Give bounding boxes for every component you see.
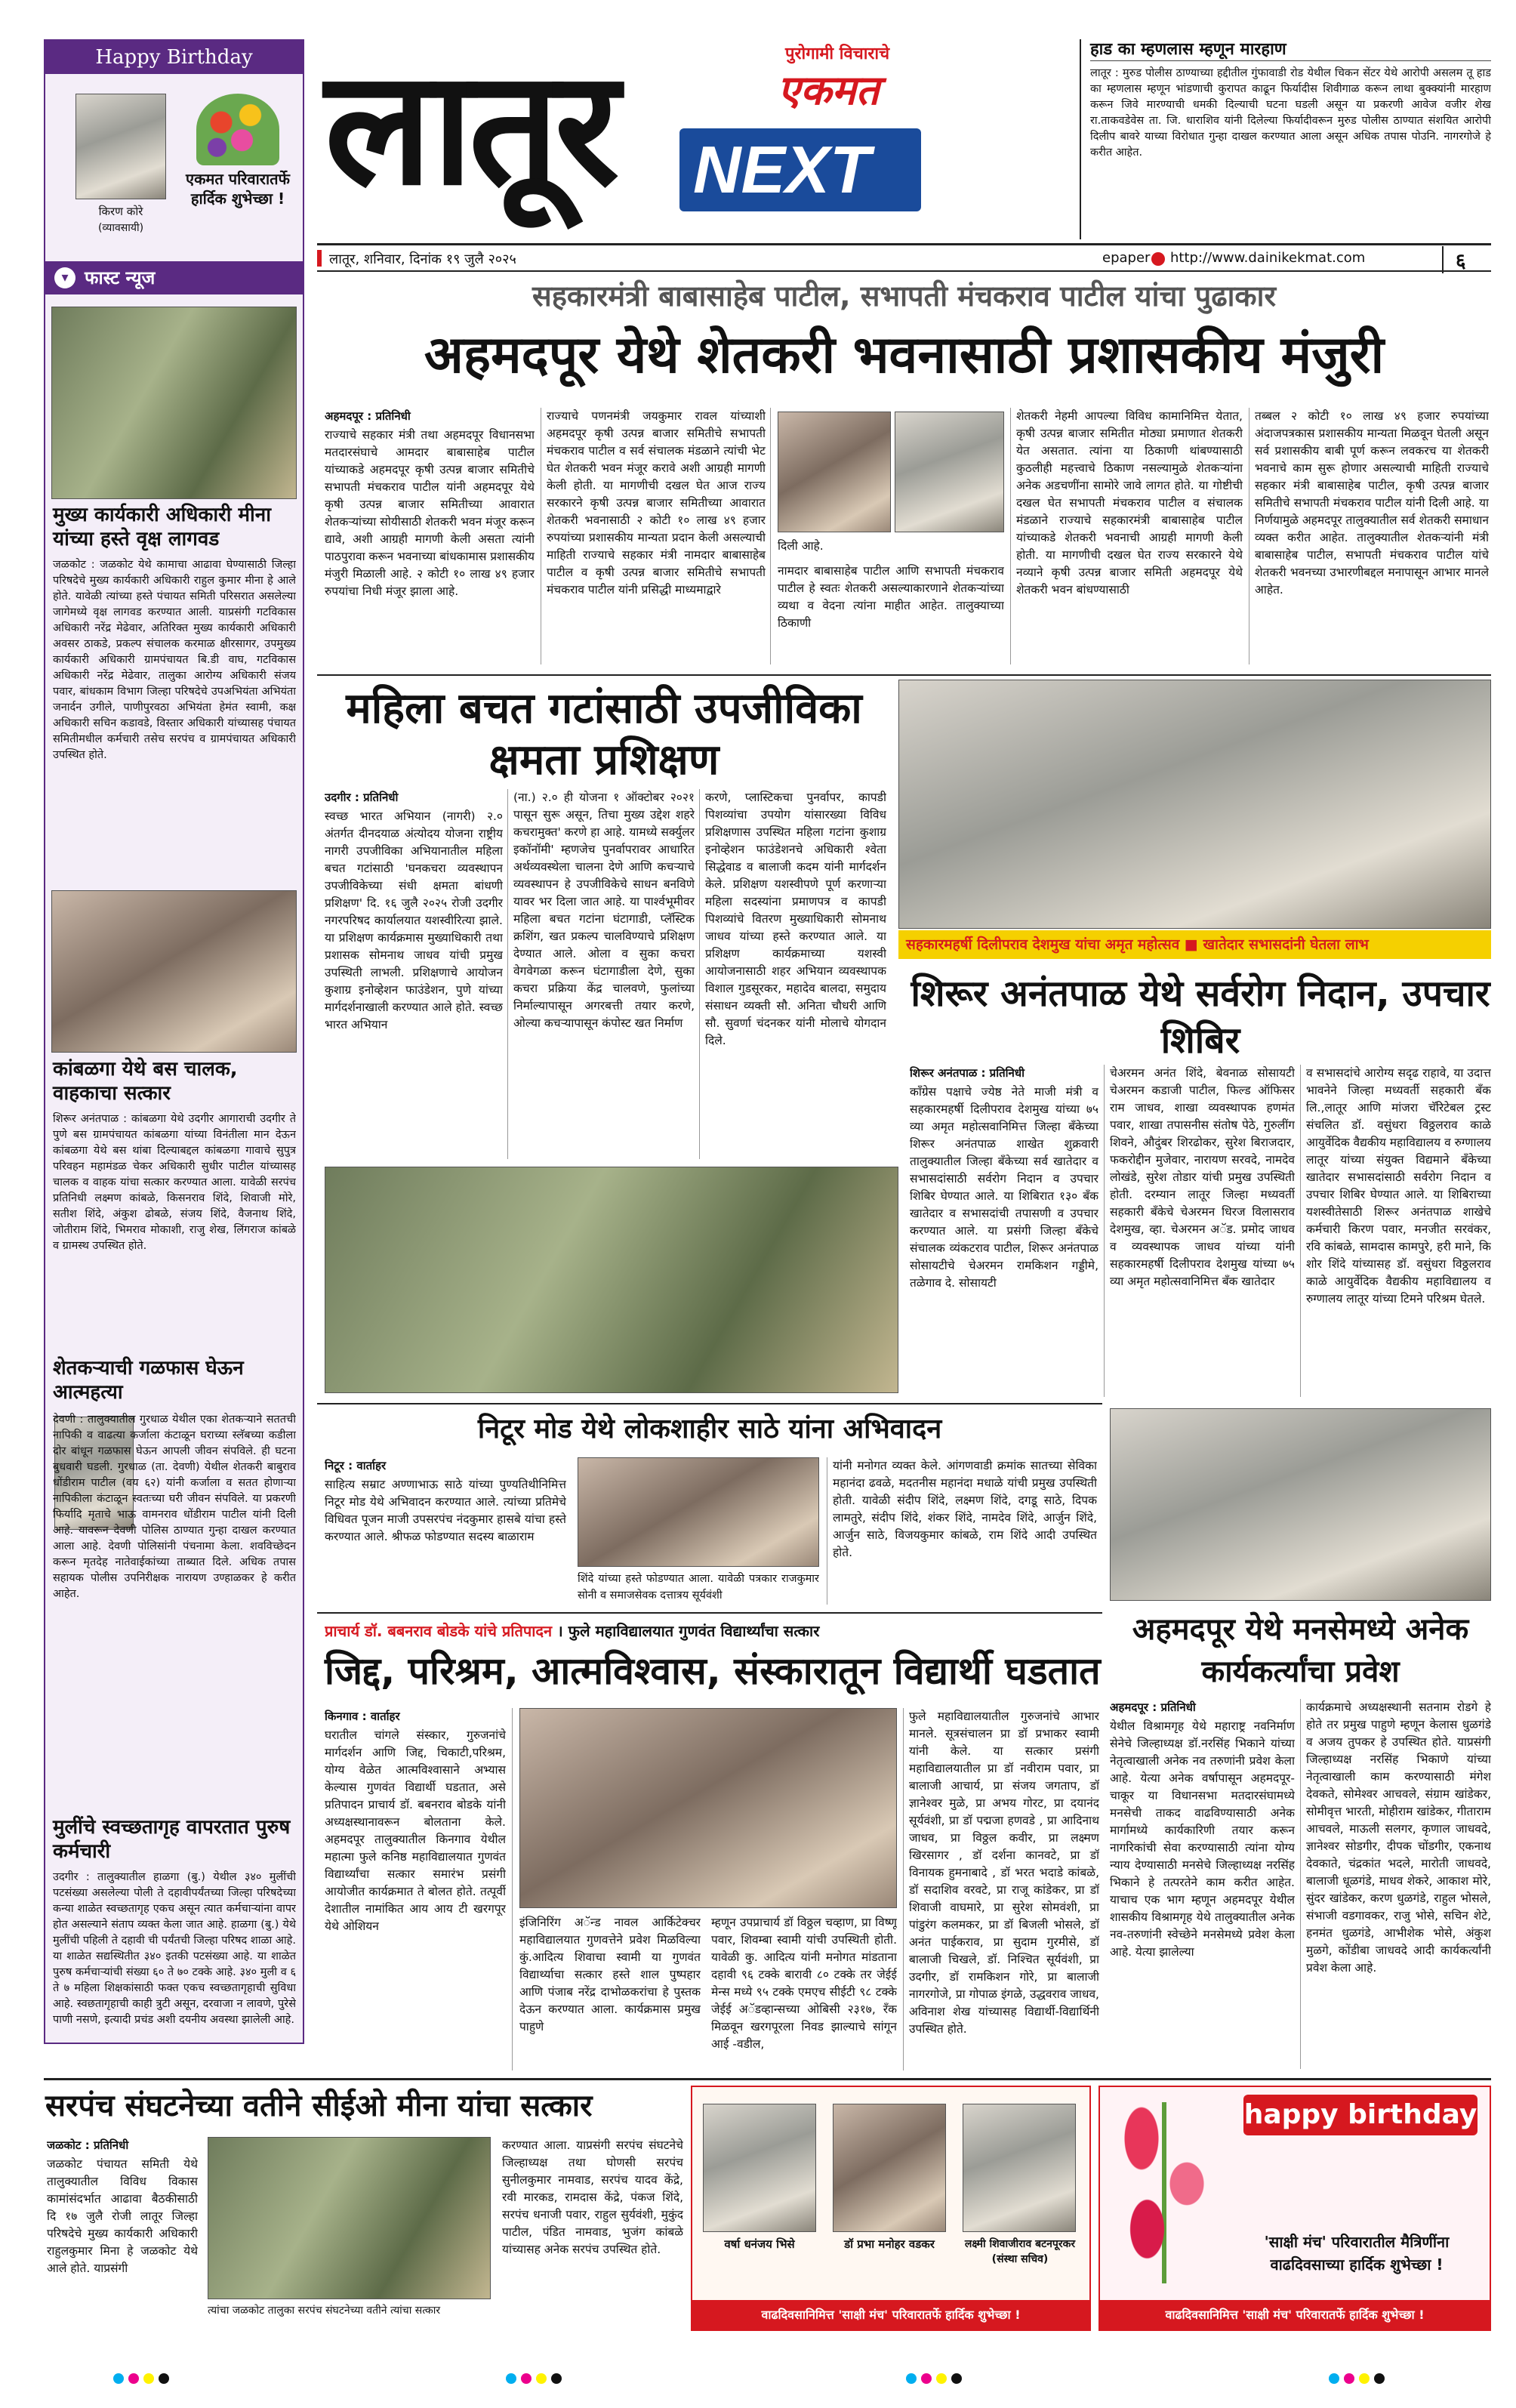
dateline: लातूर, शनिवार, दिनांक १९ जुलै २०२५ bbox=[329, 251, 516, 267]
fast-news-title: फास्ट न्यूज bbox=[85, 267, 156, 288]
birthday-title: Happy Birthday bbox=[95, 46, 253, 69]
lead-kicker: सहकारमंत्री बाबासाहेब पाटील, सभापती मंचकराव पाटील यांचा पुढाकार bbox=[532, 279, 1276, 313]
epaper-label: epaper bbox=[1102, 250, 1151, 266]
lead-photo-caption: दिली आहे. bbox=[778, 539, 824, 553]
sarpanch-photo bbox=[208, 2137, 491, 2299]
chevron-down-icon: ▾ bbox=[54, 267, 75, 288]
rule bbox=[903, 1708, 904, 2070]
color-dot-magenta bbox=[921, 2373, 932, 2384]
brand-ekmat: एकमत bbox=[778, 66, 880, 114]
section-divider bbox=[317, 1612, 1102, 1614]
red-marker bbox=[317, 250, 322, 267]
masthead bbox=[317, 35, 1072, 242]
lead-col-4: शेतकरी नेहमी आपल्या विविध कामानिमित्त येतात, कृषी उत्पन्न बाजार समितीत मोठ्या प्रमाणात शेतकरी येत असतात. त्यांना या ठिकाणी थांबण्यासाठी कुठलीही महत्त्वाचे ठिकाण नसल्यामुळे शेतकऱ्यांना अनेक अडचणींना सामोरे जावे लागत होते. या गोष्टीची दखल घेत सभापती मंचकराव पाटील व संचालक मंडळाने राज्याचे सहकारमंत्री बाबासाहेब पाटील यांच्याकडे शेतकरी भवनाची आग्रही मागणी केली होती. या मागणीची दखल घेत राज्य सरकारने येथे नव्याने कृषी उत्पन्न बाजार समिती अहमदपूर येथे शेतकरी भवन बांधण्यासाठी bbox=[1016, 409, 1243, 597]
news-photo-bus-felicitation bbox=[51, 890, 297, 1053]
shirur-col-2: चेअरमन अनंत शिंदे, बेवनाळ सोसायटी चेअरमन कडाजी पाटील, फिल्ड ऑफिसर राम जाधव, शाखा व्यवस्थापक हणमंत पवार, शाखा तपासनीस संतोष पेठे, गुरुलींग शिवने, औदुंबर शिरढोकर, सुरेश बिराजदार, फकरोद्दीन मुजेवार, नारायण सरवदे, नामदेव लोखंडे, सुरेश तोडार यांची प्रमुख उपस्थिती होती. दरम्यान लातूर जिल्हा मध्यवर्ती सहकारी बँकेचे चेअरमन धिरज विलासराव देशमुख, व्हा. चेअरमन अॅड. प्रमोद जाधव व व्यवस्थापक जाधव यांच्या यांनी सहकारमहर्षी दिलीपराव देशमुख यांच्या ७५ व्या अमृत महोत्सवानिमित्त बँक खातेदार bbox=[1110, 1066, 1295, 1288]
mns-col-1 bbox=[1110, 1699, 1295, 2069]
mns-byline: अहमदपूर : प्रतिनिधी bbox=[1110, 1700, 1196, 1714]
ad-person-name-3: लक्ष्मी शिवाजीराव बटनपूरकर (संस्था सचिव) bbox=[964, 2238, 1076, 2265]
ad2-title: happy birthday bbox=[1243, 2095, 1477, 2135]
banner-left: सहकारमहर्षी दिलीपराव देशमुख यांचा अमृत महोत्सव bbox=[906, 936, 1180, 953]
lead-byline: अहमदपूर : प्रतिनिधी bbox=[325, 409, 411, 423]
news-title: शेतकऱ्याची गळफास घेऊन आत्महत्या bbox=[53, 1357, 244, 1404]
budke-kicker-rest: फुले महाविद्यालयात गुणवंत विद्यार्थ्यांचा सत्कार bbox=[568, 1622, 820, 1640]
color-dot-cyan bbox=[506, 2373, 516, 2384]
sarpanch-byline: जळकोट : प्रतिनिधी bbox=[47, 2138, 129, 2152]
nitur-photo bbox=[578, 1457, 819, 1567]
sarpanch-headline: सरपंच संघटनेच्या वतीने सीईओ मीना यांचा सत्कार bbox=[45, 2089, 593, 2123]
news-photo-tree-planting bbox=[51, 307, 297, 499]
rule bbox=[770, 408, 771, 664]
tulip-decoration bbox=[1108, 2102, 1221, 2283]
color-dot-magenta bbox=[128, 2373, 139, 2384]
color-dot-yellow bbox=[1359, 2373, 1370, 2384]
birthday-person-name: किरण कोरे bbox=[98, 205, 143, 218]
rule bbox=[699, 789, 700, 1159]
mns-group-photo bbox=[1110, 1408, 1491, 1601]
birthday-person-photo bbox=[75, 94, 166, 199]
sarpanch-col1-text: जळकोट पंचायत समिती येथे तालुक्यातील विविध विकास कामांसंदर्भात आढावा बैठकीसाठी दि १७ जुलै रोजी लातूर जिल्हा परिषदेचे मुख्य कार्यकारी अधिकारी राहुलकुमार मिना हे जळकोट येथे आले होते. याप्रसंगी bbox=[47, 2157, 198, 2275]
shirur-byline: शिरूर अनंतपाळ : प्रतिनिधी bbox=[910, 1066, 1025, 1080]
color-dot-magenta bbox=[521, 2373, 532, 2384]
rule bbox=[507, 789, 508, 1159]
nitur-headline: निटूर मोड येथे लोकशाहीर साठे यांना अभिवादन bbox=[477, 1414, 942, 1444]
shirur-col-3: व सभासदांचे आरोग्य सदृढ राहावे, या उदात्त भावनेने जिल्हा मध्यवर्ती सहकारी बँक लि.,लातूर आणि मांजरा चॅरिटेबल ट्रस्ट संचलित डॉ. वसुंधरा विठ्ठलराव काळे आयुर्वेदिक वैद्यकीय महाविद्यालय व रुग्णालय लातूर यांच्या संयुक्त विद्यमाने बँकेच्या खातेदार सभासदांसाठी सर्वरोग निदान व उपचार शिबिर घेण्यात आले. या शिबिराच्या यशस्वीतेसाठी शिरूर अनंतपाळ शाखेचे कर्मचारी किरण पवार, मनजीत सरवंकर, रवि कांबळे, सामदास कामपुरे, हरी माने, कि शोर शिंदे यांच्यासह डॉ. वसुंधरा विठ्ठलराव काळे आयुर्वेदिक वैद्यकीय महाविद्यालय व रुग्णालय लातूर यांच्या टिमने परिश्रम घेतले. bbox=[1306, 1066, 1491, 1306]
lead-col-2: राज्याचे पणनमंत्री जयकुमार रावल यांच्याशी अहमदपूर कृषी उत्पन्न बाजार समितीचे सभापती मंचकराव पाटील व सर्व संचालक मंडळाने त्यांची भेट घेत शेतकरी भवन मंजूर करावे अशी आग्रही मागणी केली होती. या मागणीची दखल घेत आज राज्य सरकारने कृषी उत्पन्न बाजार समितीच्या आवारात शेतकरी भवनासाठी २ कोटी १० लाख ४९ हजार रुपयांच्या प्रशासकीय मान्यता प्रदान केली असल्याची माहिती राज्याचे सहकार मंत्री नामदार बाबासाहेब पाटील व कृषी उत्पन्न बाजार समितीचे सभापती मंचकराव पाटील यांनी प्रसिद्धी माध्यमाद्वारे bbox=[547, 409, 766, 597]
budke-col-1 bbox=[325, 1708, 506, 2070]
sarpanch-photo-caption: त्यांचा जळकोट तालुका सरपंच संघटनेच्या वतीने त्यांचा सत्कार bbox=[208, 2305, 441, 2317]
color-dot-black bbox=[1374, 2373, 1385, 2384]
color-dot-cyan bbox=[113, 2373, 124, 2384]
lead-col-3: नामदार बाबासाहेब पाटील आणि सभापती मंचकराव पाटील हे स्वतः शेतकरी असल्याकारणाने शेतकऱ्यांच्या व्यथा व वेदना त्यांना माहीत आहेत. तालुक्याच्या ठिकाणी bbox=[778, 564, 1004, 630]
nitur-col-3: यांनी मनोगत व्यक्त केले. आंगणवाडी क्रमांक सातच्या सेविका महानंदा ढवळे, मदतनीस महानंदा मधाळे यांची प्रमुख उपस्थिती होती. यावेळी संदीप शिंदे, लक्ष्मण शिंदे, दगडू साठे, दिपक लामतुरे, संदीप शिंदे, शंकर शिंदे, नामदेव शिंदे, आर्जुन शिंदे, आर्जुन साठे, विजयकुमार कांबळे, राम शिंदे आदी उपस्थित होते. bbox=[833, 1459, 1097, 1559]
sarpanch-col-1 bbox=[47, 2137, 198, 2333]
budke-kicker-sep: । bbox=[557, 1622, 568, 1640]
ad-person-name-1: वर्षा धनंजय भिसे bbox=[724, 2237, 795, 2251]
lead-headline: अहमदपूर येथे शेतकरी भवनासाठी प्रशासकीय मंजुरी bbox=[424, 325, 1385, 385]
news-title: मुलींचे स्वच्छतागृह वापरतात पुरुष कर्मचारी bbox=[53, 1816, 291, 1863]
birthday-ad-1 bbox=[691, 2086, 1091, 2331]
mns-col-2: कार्यक्रमाचे अध्यक्षस्थानी सतनाम रोडगे हे होते तर प्रमुख पाहुणे म्हणून केलास धुळगंडे व अजय तुपकर हे उपस्थित होते. याप्रसंगी जिल्हाध्यक्ष नरसिंह भिकाणे यांच्या नेतृत्वाखाली काम करण्यासाठी मंगेश देवकते, सोमेश्वर आचवले, संग्राम खांडेकर, सोमीवृत्त भारती, मोहीराम खांडेकर, गीताराम आचवले, माऊली सलगर, कृणाल जाधवदे, ज्ञानेश्वर सोडगीर, दीपक चोंडगीर, एकनाथ देवकाते, चंद्रकांत भदले, मारोती जाधवदे, बालाजी धूळगंडे, माधव शेकरे, आकाश मोरे, सुंदर खांडेकर, करण धुळगंडे, राहुल भोसले, संभाजी वडगावकर, राजु भोसे, सचिन शेटे, हनमंत धुळगंडे, आभीशेक भोसे, अंकुश मुळगे, कोंडीबा जाधवदे आदी कार्यकर्त्यांनी प्रवेश केला आहे. bbox=[1306, 1700, 1491, 1975]
sarpanch-col-2: करण्यात आला. याप्रसंगी सरपंच संघटनेचे जिल्हाध्यक्ष तथा घोणसी सरपंच सुनीलकुमार नामवाड, सरपंच यादव केंद्रे, रवी मारकड, रामदास केंद्रे, पंकज शिंदे, सरपंच धनाजी पवार, राहुल सुर्यवंशी, मुकुंद पाटील, पंडित नामवाड, भुजंग कांबळे यांच्यासह अनेक सरपंच उपस्थित होते. bbox=[502, 2138, 683, 2256]
rule bbox=[1010, 408, 1011, 664]
rule bbox=[1104, 1065, 1105, 1397]
news-title: मुख्य कार्यकारी अधिकारी मीना यांच्या हस्ते वृक्ष लागवड bbox=[53, 504, 271, 550]
color-dot-yellow bbox=[143, 2373, 154, 2384]
budke-byline: किनगाव : वार्ताहर bbox=[325, 1710, 400, 1723]
mahila-col-2: (ना.) २.० ही योजना १ ऑक्टोबर २०२१ पासून सुरू असून, तिचा मुख्य उद्देश शहरे कचरामुक्त' करणे हा आहे. यामध्ये सर्क्युलर इकॉनॉमी' म्हणजेच पुनर्वापरावर आधारित अर्थव्यवस्थेला चालना देणे आणि कचऱ्याचे व्यवस्थापन हे उपजीविकेचे साधन बनविणे यावर भर दिला जात आहे. या पार्श्वभूमीवर महिला बचत गटांना घंटागाडी, प्लॅस्टिक क्रशिंग, खत प्रकल्प चालविण्याचे प्रशिक्षण देण्यात आले. ओला व सुका कचरा वेगवेगळा करून घंटागाडीला देणे, सुका कचरा प्रक्रिया केंद्र चालवणे, फुलांच्या निर्माल्यापासून अगरबत्ती तयार करणे, ओल्या कचऱ्यापासून कंपोस्ट खत निर्माण bbox=[513, 791, 695, 1030]
budke-col1-text: घरातील चांगले संस्कार, गुरुजनांचे मार्गदर्शन आणि जिद्द, चिकाटी,परिश्रम, योग्य वेळेत आत्मविश्वासाने अभ्यास केल्यास गुणवंत विद्यार्थी घडतात, असे प्रतिपादन प्राचार्य डॉ. बबनराव बोडके यांनी अध्यक्षस्थानावरून बोलताना केले. अहमदपूर तालुक्यातील किनगाव येथील महात्मा फुले कनिष्ठ महाविद्यालयात गुणवंत विद्यार्थ्यांचा सत्कार समारंभ प्रसंगी आयोजीत कार्यक्रमात ते बोलत होते. तत्पूर्वी देशातील नामांकित आय आय टी खरगपूर येथे ओशियन bbox=[325, 1728, 506, 1933]
nitur-col-2: शिंदे यांच्या हस्ते फोडण्यात आला. यावेळी पत्रकार राजकुमार सोनी व समाजसेवक दत्तात्रय सूर्यवंशी bbox=[578, 1573, 819, 1602]
section-divider bbox=[44, 2078, 1491, 2080]
top-news-title: हाड का म्हणलास म्हणून मारहाण bbox=[1090, 39, 1491, 61]
rule bbox=[512, 1708, 513, 2070]
color-dot-cyan bbox=[1329, 2373, 1339, 2384]
news-text: देवणी : तालुक्यातील गुरधाळ येथील एका शेतकऱ्याने सततची नापिकी व वाढत्या कर्जाला कंटाळून घराच्या स्लॅबच्या कडीला दोर बांधून गळफास घेऊन आपली जीवन संपविले. ही घटना बुधवारी घडली. गुरधाळ (ता. देवणी) येथील शेतकरी बाबुराव धोंडीराम पाटील (वय ६२) यांनी कर्जाला व सतत होणाऱ्या नापिकीला कंटाळून स्वतःच्या घरी जीवन संपविले. या प्रकरणी फिर्यादि मृताचे भाऊ वामनराव धोंडीराम पाटील यांनी दिली आहे. यावरून देवणी पोलिस ठाण्यात गुन्हा दाखल करण्यात आला आहे. देवणी पोलिसांनी पंचनामा केला. शवविच्छेदन करून मृतदेह नातेवाईकांच्या ताब्यात दिले. अधिक तपास सहायक पोलीस उपनिरीक्षक नारायण उण्हाळकर हे करीत आहेत. bbox=[53, 1414, 296, 1600]
shirur-headline: शिरूर अनंतपाळ येथे सर्वरोग निदान, उपचार शिबिर bbox=[911, 973, 1490, 1062]
nitur-col1-text: साहित्य सम्राट अण्णाभाऊ साठे यांच्या पुण्यतिथीनिमित्त निटूर मोड येथे अभिवादन करण्यात आले. त्यांच्या प्रतिमेचे विधिवत पूजन माजी उपसरपंच नंदकुमार हासबे यांचा हस्ते करण्यात आले. श्रीफळ फोडण्यात सदस्य बाळाराम bbox=[325, 1478, 566, 1543]
health-camp-photo bbox=[898, 680, 1491, 929]
epaper-url[interactable]: http://www.dainikekmat.com bbox=[1170, 250, 1366, 266]
lead-col-1 bbox=[325, 408, 535, 672]
section-divider bbox=[317, 674, 1491, 676]
flower-bouquet bbox=[196, 94, 279, 165]
color-dot-magenta bbox=[1344, 2373, 1354, 2384]
registration-marks bbox=[0, 2367, 1516, 2390]
budke-col-2: इंजिनिरिंग अॅन्ड नावल आर्किटेक्चर महाविद्यालयात गुणवत्तेने प्रवेश मिळविल्या कुं.आदित्य शिवाचा स्वामी या गुणवंत विद्यार्थ्याचा सत्कार हस्ते शाल पुष्पहार आणि पंजाब नरेंद्र दाभोळकरांचा हे पुस्तक देऊन करण्यात आला. कार्यक्रमास प्रमुख पाहुणे bbox=[519, 1916, 701, 2033]
lead-photo-chairman bbox=[895, 412, 1004, 532]
next-text: NEXT bbox=[693, 132, 870, 207]
birthday-ad-2 bbox=[1098, 2086, 1491, 2331]
mahila-col1-text: स्वच्छ भारत अभियान (नागरी) २.० अंतर्गत दीनदयाळ अंत्योदय योजना राष्ट्रीय नागरी उपजीविका अभियानातील महिला बचत गटांसाठी 'घनकचरा व्यवस्थापन उपजीविकेच्या संधी क्षमता बांधणी प्रशिक्षण' दि. १६ जुलै २०२५ रोजी उदगीर नगरपरिषद कार्यालयात यशस्वीरित्या झाले. या प्रशिक्षण कार्यक्रमास मुख्याधिकारी तथा प्रशासक सोमनाथ जाधव यांची प्रमुख उपस्थिती लाभली. प्रशिक्षणाचे आयोजन कुशाग्र इनोव्हेशन फाउंडेशन, पुणे यांच्या मार्गदर्शनाखाली करण्यात आले होते. स्वच्छ भारत अभियान bbox=[325, 809, 503, 1031]
shirur-col1-text: काँग्रेस पक्षाचे ज्येष्ठ नेते माजी मंत्री व सहकारमहर्षी दिलीपराव देशमुख यांच्या ७५ व्या अमृत महोत्सवानिमित्त जिल्हा बँकेच्या शिरूर अनंतपाळ शाखेत शुक्रवारी तालुक्यातील जिल्हा बँकेच्या सर्व खातेदार व सभासदांसाठी सर्वरोग निदान व उपचार शिबिर घेण्यात आले. या शिबिरात १३० बँक खातेदार व सभासदांची तपासणी व उपचार करण्यात आले. या प्रसंगी जिल्हा बँकेचे संचालक व्यंकटराव पाटील, शिरूर अनंतपाळ सोसायटीचे चेअरमन रामकिशन गड्डीमे, तळेगाव दे. सोसायटी bbox=[910, 1085, 1098, 1290]
rule bbox=[1300, 1065, 1301, 1397]
sidebar bbox=[44, 39, 304, 2044]
logo-next bbox=[679, 128, 921, 211]
ad2-text: 'साक्षी मंच' परिवारातील मैत्रिणींना वाढदिवसाच्या हार्दिक शुभेच्छा ! bbox=[1264, 2233, 1450, 2274]
tagline: पुरोगामी विचाराचे bbox=[785, 45, 890, 63]
news-text: शिरूर अनंतपाळ : कांबळगा येथे उदगीर आगाराची उदगीर ते पुणे बस ग्रामपंचायत कांबळगा यांच्या विनंतीला मान देऊन कांबळगा येथे बस थांबा दिल्याबद्दल कांबळगा गावाचे सुपुत्र परिवहन महामंडळ चेकर अधिकारी सुधीर पाटील यांच्यासह चालक व वाहक यांचा सत्कार करण्यात आला. यावेळी सरपंच प्रतिनिधी लक्ष्मण कांबळे, किसनराव शिंदे, शिवाजी मोरे, सतीश शिंदे, अंकुश ढोबळे, संजय शिंदे, वैजनाथ शिंदे, जोतीराम शिंदे, भिमराव मोकाशी, राजु शेख, लिंगराज कांबळे व ग्रामस्थ उपस्थित होते. bbox=[53, 1113, 296, 1252]
globe-icon bbox=[1151, 252, 1165, 266]
news-text: जळकोट : जळकोट येथे कामाचा आढावा घेण्यासाठी जिल्हा परिषदेचे मुख्य कार्यकारी अधिकारी राहुल कुमार मीना हे आले होते. यावेळी त्यांच्या हस्ते पंचायत समिती परिसरात असलेल्या जागेमध्ये वृक्ष लागवड करण्यात आली. याप्रसंगी गटविकास अधिकारी नरेंद्र मेढेवार, अतिरिक्त मुख्य कार्यकारी अधिकारी अवसर ठाकडे, प्रकल्प संचालक करमाळ क्षीरसागर, उपमुख्य कार्यकारी अधिकारी ग्रामपंचायत बि.डी वाघ, गटविकास अधिकारी नरेंद्र मेढेवार, तालुका आरोग्य अधिकारी संजय पवार, बांधकाम विभाग जिल्हा परिषदेचे उपअभियंता अभियंता जनार्दन उगीले, पाणीपुरवठा अभियंता हेमंत स्वामी, कक्ष अधिकारी सचिन कडावडे, विस्तार अधिकारी यांच्यासह पंचायत समितीमधील कर्मचारी तसेच सरपंच व ग्रामपंचायत अधिकारी उपस्थित होते. bbox=[53, 559, 296, 761]
budke-kicker bbox=[325, 1620, 1102, 1642]
lead-photo-minister bbox=[778, 412, 891, 532]
ad-person-photo-1 bbox=[703, 2104, 816, 2232]
banner-right: खातेदार सभासदांनी घेतला लाभ bbox=[1203, 936, 1369, 953]
color-dot-black bbox=[159, 2373, 169, 2384]
logo-latur: लातूर bbox=[325, 35, 615, 220]
ad-footer-2: वाढदिवसानिमित्त 'साक्षी मंच' परिवारातर्फे हार्दिक शुभेच्छा ! bbox=[1100, 2300, 1490, 2329]
news-title: कांबळगा येथे बस चालक, वाहकाचा सत्कार bbox=[53, 1058, 238, 1105]
top-news bbox=[1080, 39, 1491, 239]
mahila-col-1 bbox=[325, 789, 503, 1159]
ad-person-name-2: डॉ प्रभा मनोहर वडकर bbox=[844, 2237, 935, 2251]
ad-footer-1: वाढदिवसानिमित्त 'साक्षी मंच' परिवारातर्फे हार्दिक शुभेच्छा ! bbox=[692, 2300, 1089, 2329]
color-dot-black bbox=[551, 2373, 562, 2384]
bullet-icon: ■ bbox=[1184, 936, 1203, 953]
section-divider bbox=[317, 1403, 1102, 1404]
nitur-byline: निटूर : वार्ताहर bbox=[325, 1459, 387, 1472]
dateline-bar bbox=[317, 243, 1491, 272]
health-camp-banner bbox=[898, 930, 1491, 959]
page-number: ६ bbox=[1442, 246, 1466, 273]
mns-col1-text: येथील विश्रामगृह येथे महाराष्ट्र नवनिर्माण सेनेचे जिल्हाध्यक्ष डॉ.नरसिंह भिकाने यांच्या नेतृत्वाखाली अनेक नव तरुणांनी प्रवेश केला आहे. येत्या अनेक वर्षापासून अहमदपूर-चाकूर या विधानसभा मतदारसंघामध्ये मनसेची ताकद वाढविण्यासाठी अनेक मार्गामध्ये कार्यकारिणी तयार करून नागरिकांची सेवा करण्यासाठी त्यांना योग्य न्याय देण्यासाठी मनसेचे जिल्हाध्यक्ष नरसिंह भिकाने हे तत्परतेने काम करीत आहेत. याचाच एक भाग म्हणून अहमदपूर येथील शासकीय विश्रामगृह येथे तालुक्यातील अनेक नव-तरुणांनी स्वेच्छेने मनसेमध्ये प्रवेश केला आहे. येत्या झालेल्या bbox=[1110, 1719, 1295, 1959]
nitur-col-1 bbox=[325, 1457, 566, 1605]
mahila-headline: महिला बचत गटांसाठी उपजीविका क्षमता प्रशिक्षण bbox=[346, 684, 862, 785]
budke-col-4: फुले महाविद्यालयातील गुरुजनांचे आभार मानले. सूत्रसंचालन प्रा डॉ प्रभाकर स्वामी यांनी केले. या सत्कार प्रसंगी महाविद्यालयातील प्रा डॉ नवीराम पवार, प्रा बालाजी आचार्य, प्रा संजय जगताप, डॉ ज्ञानेश्वर मुळे, प्रा अभय गोरट, प्रा दयानंद सूर्यवंशी, प्रा डॉ पद्मजा हणवडे , प्रा आदिनाथ जाधव, प्रा विठ्ठल कवीर, प्रा लक्ष्मण खिरसागर , डॉ दर्शना कानवटे, प्रा डॉ विनायक हुमनाबादे , डॉ भरत भदाडे कांबळे, डॉ सदाशिव वरवटे, प्रा राजू कांडेकर, प्रा डॉ शिवाजी वाघमारे, प्रा सुरेश सोमवंशी, प्रा पांडुरंग कलमकर, प्रा डॉ बिजली भोसले, डॉ अनंत पाईकराव, प्रा सुदाम गुरमीसे, डॉ बालाजी चिखले, डॉ. निश्चित सूर्यवंशी, प्रा उदगीर, डॉ रामकिशन गोरे, प्रा बालाजी नागरगोजे, प्रा गोपाळ इंगळे, उद्धवराव जाधव, अविनाश शेख यांच्यासह विद्यार्थी-विद्यार्थिनी उपस्थित होते. bbox=[909, 1710, 1099, 2036]
birthday-person-role: (व्यावसायी) bbox=[97, 222, 144, 234]
mahila-col-3: करणे, प्लास्टिकचा पुनर्वापर, कापडी पिशव्यांचा उपयोग यांसारख्या विविध प्रशिक्षणास उपस्थित महिला गटांना कुशाग्र इनोव्हेशन फाउंडेशनचे अधिकारी श्वेता सिद्धेवाड व बालाजी कदम यांनी मार्गदर्शन केले. प्रशिक्षण यशस्वीपणे पूर्ण करणाऱ्या महिला सदस्यांना प्रमाणपत्र व कापडी पिशव्यांचे वितरण मुख्याधिकारी सोमनाथ जाधव यांच्या हस्ते करण्यात आले. या प्रशिक्षण कार्यक्रमाच्या यशस्वी आयोजनासाठी शहर अभियान व्यवस्थापक विशाल गुडसूरकर, महादेव बालदा, समुदाय संसाधन व्यक्ती सौ. अनिता चौधरी आणि सौ. सुवर्णा चंदनकर यांनी मोलाचे योगदान दिले. bbox=[705, 791, 886, 1047]
birthday-wishes: एकमत परिवारातर्फे हार्दिक शुभेच्छा ! bbox=[186, 170, 290, 208]
training-group-photo bbox=[325, 1167, 898, 1393]
color-dot-yellow bbox=[536, 2373, 547, 2384]
budke-col-3: म्हणून उपप्राचार्य डॉ विठ्ठल चव्हाण, प्रा विष्णू पवार, शिवम्बा स्वामी यांची उपस्थिती होती. यावेळी कु. आदित्य यांनी मनोगत मांडताना दहावी ९६ टक्के बारावी ८० टक्के तर जेईई मेन्स मध्ये ९५ टक्के एमएच सीईटी ९८ टक्के जेईई अॅडव्हान्सच्या ओबिसी २३१७, रँक मिळवून खरगपूरला निवड झाल्याचे सांगून आई -वडील, bbox=[711, 1916, 897, 2051]
lead-col-5: तब्बल २ कोटी १० लाख ४९ हजार रुपयांच्या अंदाजपत्रकास प्रशासकीय मान्यता मिळवून घेतली असून सर्व प्रशासकीय बाबी पूर्ण करून लवकरच या शेतकरी भवनाचे काम सुरू होणार असल्याची माहिती राज्याचे सहकार मंत्री बाबासाहेब पाटील, कृषी उत्पन्न बाजार समितीचे सभापती मंचकराव पाटील यांनी दिली आहे. या निर्णयामुळे अहमदपूर तालुक्यातील सर्व शेतकरी समाधान व्यक्त करीत आहेत. तालुक्यातील शेतकऱ्यांनी मंत्री बाबासाहेब पाटील, सभापती मंचकराव पाटील यांचे शेतकरी भवनच्या उभारणीबद्दल मनापासून आभार मानले आहेत. bbox=[1255, 409, 1489, 597]
birthday-banner bbox=[45, 41, 303, 74]
student-felicitation-photo bbox=[519, 1708, 897, 1908]
ad-person-photo-2 bbox=[833, 2104, 946, 2232]
mahila-byline: उदगीर : प्रतिनिधी bbox=[325, 791, 399, 804]
budke-kicker-name: प्राचार्य डॉ. बबनराव बोडके यांचे प्रतिपादन bbox=[325, 1622, 553, 1640]
lead-col1-text: राज्याचे सहकार मंत्री तथा अहमदपूर विधानसभा मतदारसंघाचे आमदार बाबासाहेब पाटील यांच्याकडे अहमदपूर कृषी उत्पन्न बाजार समितीचे सभापती मंचकराव पाटील यांनी अहमदपूर येथे कृषी उत्पन्न बाजार समितीच्या आवारात शेतकऱ्यांच्या सोयीसाठी शेतकरी भवन मंजूर करून द्यावे, अशी आग्रही मागणी केली असता त्यांनी पाठपुरावा करून भवनाच्या बांधकामास प्रशासकीय मंजुरी मिळाली आहे. २ कोटी १० लाख ४९ हजार रुपयांचा निधी मंजूर झाला आहे. bbox=[325, 428, 535, 598]
budke-headline: जिद्द, परिश्रम, आत्मविश्वास, संस्कारातून विद्यार्थी घडतात bbox=[325, 1649, 1101, 1693]
color-dot-yellow bbox=[936, 2373, 947, 2384]
mns-headline: अहमदपूर येथे मनसेमध्ये अनेक कार्यकर्त्यांचा प्रवेश bbox=[1132, 1612, 1469, 1689]
ad-person-photo-3 bbox=[963, 2104, 1076, 2232]
shirur-col-1 bbox=[910, 1065, 1098, 1397]
rule bbox=[1300, 1699, 1301, 2069]
news-text: उदगीर : तालुक्यातील हाळगा (बु.) येथील ३४० मुलींची पटसंख्या असलेल्या पोली ते दहावीपर्यंतच्या जिल्हा परिषदेच्या कन्या शाळेत स्वच्छतागृह एकच असून त्यात कर्मचाऱ्यांना वापर होत असल्याने संताप व्यक्त केला जात आहे. हाळगा (बु.) येथे मुलींची पहिली ते दहावी ची पर्यंतची जिल्हा परिषद शाळा आहे. या शाळेत सद्यस्थितीत ३४० इतकी पटसंख्या आहे. या शाळेत पुरुष कर्मचाऱ्यांची संख्या ६० ते ७० टक्के आहे. ३४० मुली व ६ ते ७ महिला शिक्षकांसाठी फक्त एकच स्वच्छतागृहाची सुविधा आहे. स्वछतागृहाची काही त्रुटी असून, दरवाजा न लावणे, पुरेसे पाणी नसणे, इत्यादी प्रचंड अशी दयनीय अवस्था झालेली आहे. bbox=[53, 1871, 296, 2026]
fast-news-banner bbox=[45, 261, 303, 294]
top-news-text: लातूर : मुरुड पोलीस ठाण्याच्या हद्दीतील गुंफावाडी रोड येथील चिकन सेंटर येथे आरोपी असलम तू हाड का म्हणलास म्हणून भांडणाची कुरापत काढून फिर्यादीस शिवीगाळ करून लाथा बुक्क्यांनी मारहाण करून जिवे मारण्याची धमकी दिल्याची घटना घडली असून या प्रकरणी आवेज वजीर शेख रा.ताकवडेवेस ता. जि. धाराशिव यांनी दिलेल्या फिर्यादीवरून मुरुड पोलीस ठाण्यात संशयित आरोपी दिलीप बावरे याच्या विरोधात गुन्हा दाखल करण्यात आला असून अधिक तपास पोउनि. नागरगोजे हे करीत आहेत. bbox=[1090, 67, 1491, 159]
color-dot-cyan bbox=[906, 2373, 917, 2384]
color-dot-black bbox=[951, 2373, 962, 2384]
